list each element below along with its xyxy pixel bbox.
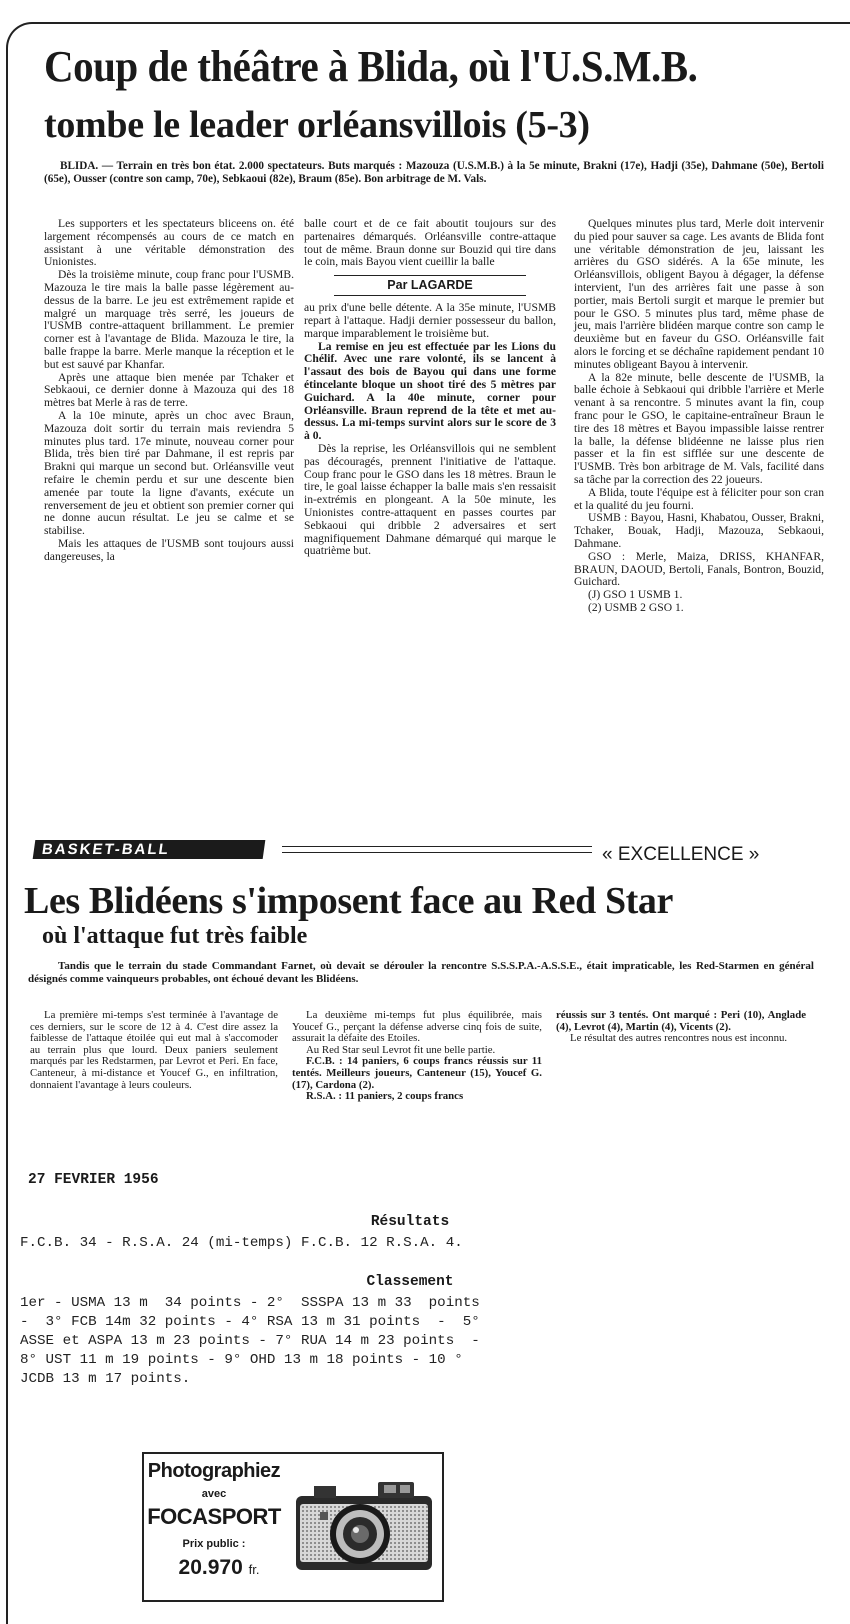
paragraph: balle court et de ce fait aboutit toujours sur des partenaires démarqués. Orléansville contre-attaque tout de même. Braun donne sur Bouzid qui tire dans le coin, mais Bayou vient cueillir la balle: [304, 217, 556, 269]
standings-line: - 3° FCB 14m 32 points - 4° RSA 13 m 31 points - 5°: [20, 1314, 480, 1330]
ad-subline: avec: [201, 1488, 227, 1500]
paragraph: F.C.B. : 14 paniers, 6 coups francs réussis sur 11 tentés. Meilleurs joueurs, Canteneur (15), Youcef G. (17), Cardona (2).: [292, 1055, 542, 1091]
paragraph: Au Red Star seul Levrot fit une belle partie.: [306, 1043, 496, 1056]
paragraph: Quelques minutes plus tard, Merle doit intervenir du pied pour sauver sa cage. Les avants de Blida font une véritable démonstration de jeu, laissant les arrières du GSO sidérés. A la 65e minute, les Orléansvillois, obligent Bayou à dégager, la défense intervient, l'un des arrières fait une passe à son portier, mais Bertoli surgit et marque le premier but pour le GSO. 5 minutes plus tard, même phase de jeu, mais l'arrière blidéen marque contre son camp le deuxième but en faveur du GSO. Orléansville fait alors le forcing et se déchaîne rapidement pendant 10 minutes obligeant Bayou à intervenir.: [574, 217, 824, 371]
ad-headline: Photographiez: [147, 1460, 281, 1482]
paragraph: Les supporters et les spectateurs bliceens on. été largement récompensés au cours de ce match en assistant à une véritable démonstration des Unionistes.: [44, 217, 294, 269]
article2-title-line2: où l'attaque fut très faible: [42, 923, 308, 949]
results-line: F.C.B. 34 - R.S.A. 24 (mi-temps) F.C.B. 12 R.S.A. 4.: [20, 1235, 463, 1251]
result-line: (J) GSO 1 USMB 1.: [588, 588, 683, 602]
ad-price: [144, 1556, 294, 1580]
byline: Par LAGARDE: [334, 275, 526, 296]
paragraph: La remise en jeu est effectuée par les Lions du Chélif. Avec une rare volonté, ils se lancent à l'assaut des bois de Bayou qui dans une forme étincelante bloque un shoot tiré des 5 mètres par Guichard. A la 40e minute, corner pour Orléansville. Braun reprend de la tête et met au-dessus. La mi-temps survint alors sur le score de 3 à 0.: [304, 339, 556, 443]
standings-line: 8° UST 11 m 19 points - 9° OHD 13 m 18 points - 10 °: [20, 1352, 463, 1368]
paragraph: A Blida, toute l'équipe est à féliciter pour son cran et la qualité du jeu fourni.: [574, 485, 824, 512]
rule-line: [282, 846, 592, 847]
camera-icon: [290, 1466, 438, 1592]
paragraph: Mais les attaques de l'USMB sont toujours aussi dangereuses, la: [44, 536, 294, 563]
paragraph: R.S.A. : 11 paniers, 2 coups francs: [306, 1090, 464, 1103]
paragraph: Dès la troisième minute, coup franc pour l'USMB. Mazouza le tire mais la balle passe légèrement au-dessus de la barre. Le jeu est extrêmement rapide et malgré un marquage très serré, les joueurs de l'USMB contre-attaquent brillamment. Le premier corner est à l'avantage de Blida. Mazouza le tire, la balle frappe la barre. Merle manque la réception et le but est sauvé par Khanfar.: [44, 268, 294, 371]
ad-price-label: Prix public :: [182, 1538, 246, 1550]
paragraph: Dès la reprise, les Orléansvillois qui ne semblent pas découragés, prennent l'initiative de l'attaque. Coup franc pour le GSO dans les 18 mètres. Braun le tire, le goal laisse échapper la balle mais s'en ressaisit in-extrémis en plongeant. A la 50e minute, les Unionistes contre-attaquent en passes courtes par Sebkaoui qui dribble 2 adversaires et sert magnifiquement Dahmane démarqué qui marque le quatrième but.: [304, 441, 556, 558]
results-title: Résultats: [370, 1214, 450, 1230]
ad-price-value: 20.970: [178, 1556, 243, 1579]
ad-currency: fr.: [248, 1562, 260, 1577]
article2-lede: Tandis que le terrain du stade Commandant Farnet, où devait se dérouler la rencontre S.S.S.P.A.-A.S.S.E., était impraticable, les Red-Starmen en général désignés comme vainqueurs probables, ont échoué devant les Blidéens.: [28, 960, 814, 985]
ad-brand: FOCASPORT: [147, 1504, 281, 1529]
category-label: « EXCELLENCE »: [602, 844, 760, 865]
standings-title: Classement: [366, 1274, 454, 1290]
paragraph: Après une attaque bien menée par Tchaker et Sebkaoui, ce dernier donne à Mazouza qui des 18 mètres bat Merle à ras de terre.: [44, 370, 294, 410]
paragraph: réussis sur 3 tentés. Ont marqué : Peri (10), Anglade (4), Levrot (4), Martin (4), Vicents (2).: [556, 1009, 806, 1033]
paragraph: La deuxième mi-temps fut plus équilibrée, mais Youcef G., perçant la défense adverse cinq fois de suite, assurait la défaite des Etoiles.: [292, 1009, 542, 1045]
article2-column-2: [292, 1010, 542, 1103]
standings-line: ASSE et ASPA 13 m 23 points - 7° RUA 14 m 23 points -: [20, 1333, 480, 1349]
team-lineup-gso: GSO : Merle, Maiza, DRISS, KHANFAR, BRAUN, DAOUD, Bertoli, Fanals, Bontron, Bouzid, Guichard.: [574, 549, 824, 589]
article2-column-1: [30, 1010, 278, 1091]
paragraph: A la 10e minute, après un choc avec Braun, Mazouza doit sortir du terrain mais reviendra 5 minutes plus tard. 17e minute, nouveau corner pour Blida, très bien tiré par Dahmane, il est repris par Brakni qui marque un second but. Orléansville veut refaire le chemin perdu et sur une descente bien amenée par toute la ligne d'avants, exécute un renversement de jeu et obtient son premier corner qui ne donne aucun résultat. Le jeu se calme et se stabilise.: [44, 408, 294, 538]
article-title-line1: Coup de théâtre à Blida, où l'U.S.M.B.: [44, 40, 698, 91]
standings-line: 1er - USMA 13 m 34 points - 2° SSSPA 13 m 33 points: [20, 1295, 480, 1311]
paragraph: Le résultat des autres rencontres nous est inconnu.: [570, 1032, 788, 1045]
article2-column-3: [556, 1010, 806, 1045]
paragraph: A la 82e minute, belle descente de l'USMB, la balle échoie à Sebkaoui qui dribble l'arrière et Merle venant à sa rencontre. 5 minutes avant la fin, coup franc pour le GSO, le capitaine-entraîneur Braun le tire des 18 mètres et Bayou impassible laisse rentrer la balle, la défense blidéenne ne laisse plus rien passer et la fin est sifflée sur une descente de l'USMB. Très bon arbitrage de M. Vals, facilité dans sa tâche par la correction des 22 joueurs.: [574, 370, 824, 486]
team-lineup-usmb: USMB : Bayou, Hasni, Khabatou, Ousser, Brakni, Tchaker, Bouak, Hadji, Mazouza, Sebkaoui, Dahmane.: [574, 511, 824, 550]
article-lede: BLIDA. — Terrain en très bon état. 2.000 spectateurs. Buts marqués : Mazouza (U.S.M.B.) à la 5e minute, Brakni (17e), Hadji (35e), Dahmane (50e), Bertoli (65e), Ousser (contre son camp, 70e), Sebkaoui (82e), Braum (85e). Bon arbitrage de M. Vals.: [44, 160, 824, 185]
result-line: (2) USMB 2 GSO 1.: [588, 600, 684, 614]
section-rubric: BASKET-BALL: [33, 840, 266, 859]
rule-line: [282, 852, 592, 853]
focasport-advertisement: [142, 1452, 444, 1602]
paragraph: La première mi-temps s'est terminée à l'avantage de ces derniers, sur le score de 12 à 4. C'est dire assez la faiblesse de l'attaque étoilée qui eut mal à s'accomoder au terrain plus que lourd. Deux paniers seulement marqués par les Redstarmen, par Levrot et Peri. En face, Canteneur, à mi-distance et Youcef G., en infiltration, donnaient l'avantage à leurs couleurs.: [30, 1009, 278, 1091]
date-line: 27 FEVRIER 1956: [28, 1172, 159, 1188]
standings-line: JCDB 13 m 17 points.: [20, 1371, 191, 1387]
article-column-1: [44, 218, 294, 564]
paragraph: au prix d'une belle détente. A la 35e minute, l'USMB repart à l'attaque. Hadji dernier possesseur du ballon, marque imparablement le troisième but.: [304, 301, 556, 340]
article-title-line2: tombe le leader orléansvillois (5-3): [44, 104, 590, 146]
article-column-2: [304, 218, 556, 558]
article2-title-line1: Les Blidéens s'imposent face au Red Star: [24, 880, 674, 922]
article-column-3: [574, 218, 824, 615]
